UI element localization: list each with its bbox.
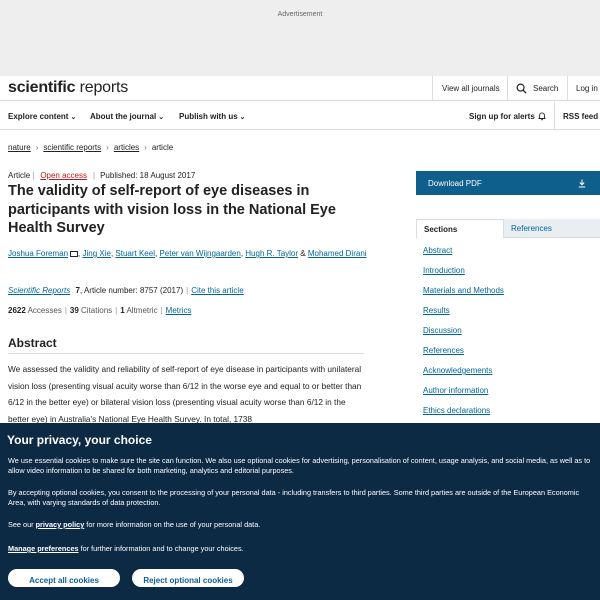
login-link[interactable]: Log in — [576, 84, 598, 93]
metrics-link[interactable]: Metrics — [165, 306, 192, 315]
breadcrumb — [8, 143, 173, 152]
abstract-text: We assessed the validity and reliability of self-report of eye disease in participants with unilateral vision loss (presenting visual acuity worse than 6/12 in the worse eye and equal to or better than 6/12 in the better eye) or bilateral vision loss (presenting visual acuity worse than 6/12 in the better eye) in Australia's National Eye Health Survey. In total, 1738 — [8, 364, 362, 424]
nav-publish-label: Publish with us — [179, 112, 238, 121]
chevron-right-icon: › — [106, 143, 109, 152]
author-link[interactable]: Stuart Keel — [115, 249, 155, 258]
header-divider — [432, 76, 433, 101]
header-divider — [567, 76, 568, 101]
tab-sections[interactable]: Sections — [416, 219, 504, 238]
altmetric-label: Altmetric — [126, 306, 158, 315]
author-link[interactable]: Hugh R. Taylor — [245, 249, 299, 258]
nav-about-label: About the journal — [90, 112, 157, 121]
manage-suffix: for further information and to change your choices. — [78, 544, 244, 553]
manage-preferences-link[interactable]: Manage preferences — [8, 544, 79, 553]
author-link[interactable]: Peter van Wijngaarden — [159, 249, 241, 258]
chevron-right-icon: › — [144, 143, 147, 152]
search-link[interactable]: Search — [533, 84, 559, 93]
view-all-journals-link[interactable]: View all journals — [442, 84, 500, 93]
author-link[interactable]: Joshua Foreman — [8, 249, 69, 258]
cookie-text-manage — [8, 544, 598, 554]
envelope-icon[interactable] — [70, 251, 78, 257]
author-ampersand: & — [300, 249, 306, 258]
search-icon[interactable] — [516, 83, 527, 94]
privacy-suffix: for more information on the use of your personal data. — [84, 520, 261, 529]
breadcrumb-nature[interactable]: nature — [8, 143, 31, 152]
abstract-divider — [8, 353, 364, 354]
toc-item-discussion[interactable]: Discussion — [423, 326, 462, 335]
author-list: Joshua Foreman , Jing Xie, Stuart Keel, Peter van Wijngaarden, Hugh R. Taylor & Mohamed Dirani — [8, 249, 367, 258]
citation-line: Scientific Reports 7, Article number: 8757 (2017) | Cite this article — [8, 286, 244, 295]
tab-references[interactable]: References — [504, 219, 600, 238]
sign-up-alerts-link[interactable]: Sign up for alerts — [469, 112, 535, 121]
toc-item-references[interactable]: References — [423, 346, 464, 355]
privacy-policy-link[interactable]: privacy policy — [35, 520, 85, 529]
nav-publish-with-us[interactable] — [179, 112, 246, 121]
cite-this-article-link[interactable]: Cite this article — [191, 286, 244, 295]
toc-item-materials-methods[interactable]: Materials and Methods — [423, 286, 504, 295]
nav-divider — [554, 102, 555, 130]
article-title: The validity of self-report of eye diseases in participants with vision loss in the National Eye Health Survey — [8, 183, 336, 236]
article-number: , Article number: 8757 (2017) — [79, 286, 184, 295]
breadcrumb-current: article — [151, 143, 174, 152]
privacy-prefix: See our — [8, 520, 36, 529]
toc-item-author-information[interactable]: Author information — [423, 386, 489, 395]
cookie-text-essential: We use essential cookies to make sure the site can function. We also use optional cookies for advertising, personalisation of content, usage analysis, and social media, as well as to allow video information to be shared for both marketing, analytics and editorial purposes. — [8, 456, 591, 475]
published-date: Published: 18 August 2017 — [100, 171, 196, 180]
breadcrumb-scientific-reports[interactable]: scientific reports — [43, 143, 102, 152]
header-divider — [507, 76, 508, 101]
accept-all-cookies-button[interactable]: Accept all cookies — [8, 569, 120, 587]
download-pdf-button[interactable] — [416, 171, 600, 195]
bell-icon — [537, 111, 547, 121]
chevron-down-icon: ⌄ — [239, 114, 246, 121]
logo-bold: scientific — [8, 79, 76, 96]
reject-optional-cookies-button[interactable]: Reject optional cookies — [132, 569, 244, 587]
site-header — [0, 76, 600, 101]
download-pdf-label: Download PDF — [428, 179, 482, 188]
accesses-count: 2622 — [8, 306, 26, 315]
journal-link[interactable]: Scientific Reports — [8, 286, 71, 295]
toc-item-introduction[interactable]: Introduction — [423, 266, 465, 275]
download-icon — [578, 179, 586, 188]
nav-explore-content[interactable] — [8, 112, 76, 121]
nav-explore-label: Explore content — [8, 112, 69, 121]
cookie-heading: Your privacy, your choice — [7, 433, 152, 447]
chevron-right-icon: › — [35, 143, 39, 152]
chevron-down-icon: ⌄ — [70, 114, 77, 121]
article-meta: Article | Open access | Published: 18 August 2017 — [8, 171, 196, 180]
nav-about-journal[interactable] — [90, 112, 164, 121]
chevron-down-icon: ⌄ — [158, 114, 165, 121]
logo-light: reports — [75, 79, 129, 96]
toc-item-results[interactable]: Results — [423, 306, 450, 315]
advertisement-area — [0, 0, 600, 76]
advertisement-label: Advertisement — [277, 11, 323, 18]
volume: 7 — [75, 286, 80, 295]
citations-label: Citations — [81, 306, 113, 315]
journal-nav — [0, 102, 600, 130]
cookie-text-privacy — [8, 520, 598, 530]
open-access-link[interactable]: Open access — [40, 171, 88, 180]
site-logo[interactable] — [8, 79, 128, 97]
author-link[interactable]: Mohamed Dirani — [307, 249, 367, 258]
toc-item-abstract[interactable]: Abstract — [423, 246, 453, 255]
sections-list — [423, 246, 504, 426]
cookie-consent-banner — [0, 423, 600, 600]
accesses-label: Accesses — [27, 306, 62, 315]
toc-item-ethics-declarations[interactable]: Ethics declarations — [423, 406, 491, 415]
toc-item-acknowledgements[interactable]: Acknowledgements — [423, 366, 493, 375]
article-type: Article — [8, 171, 31, 180]
metrics-bar: 2622 Accesses | 39 Citations | 1 Altmetric | Metrics — [8, 306, 192, 315]
rss-feed-link[interactable]: RSS feed — [563, 112, 599, 121]
citations-count: 39 — [69, 306, 79, 315]
author-link[interactable]: Jing Xie — [82, 249, 111, 258]
cookie-text-consent: By accepting optional cookies, you consent to the processing of your personal data - including transfers to third parties. Some third parties are outside of the European Economic Area, with varying standards of data protection. — [8, 488, 580, 507]
breadcrumb-articles[interactable]: articles — [113, 143, 140, 152]
abstract-heading: Abstract — [8, 336, 57, 350]
sidebar-tabs — [416, 219, 600, 238]
altmetric-count: 1 — [120, 306, 125, 315]
